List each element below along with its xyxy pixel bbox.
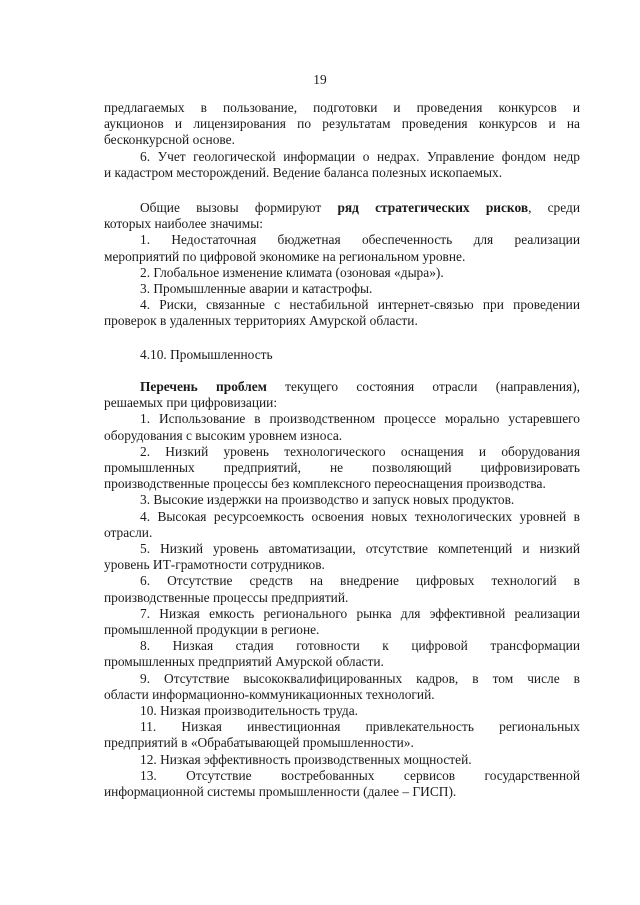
strategic-risks-section xyxy=(104,200,580,330)
text-line: предприятий в «Обрабатывающей промышленности». xyxy=(104,735,414,751)
text-line: и кадастром месторождений. Ведение баланса полезных ископаемых. xyxy=(104,164,503,180)
problem-item: 12. Низкая эффективность производственных мощностей. xyxy=(140,751,472,767)
text-line: оборудования с высоким уровнем износа. xyxy=(104,427,343,443)
problem-item: 1. Использование в производственном процессе морально устаревшего xyxy=(140,411,580,427)
text-line: решаемых при цифровизации: xyxy=(104,395,278,411)
text-line: мероприятий по цифровой экономике на региональном уровне. xyxy=(104,248,466,264)
text-line: промышленных предприятий Амурской области. xyxy=(104,654,384,670)
text-line: отрасли. xyxy=(104,524,153,540)
text-span: Общие вызовы формируют xyxy=(140,200,338,215)
text-line: уровень ИТ-грамотности сотрудников. xyxy=(104,557,325,573)
text-line xyxy=(104,379,580,395)
section-heading-block xyxy=(104,347,580,363)
text-line: проверок в удаленных территориях Амурской области. xyxy=(104,313,418,329)
text-line: бесконкурсной основе. xyxy=(104,132,235,148)
problem-item: 11. Низкая инвестиционная привлекательность региональных xyxy=(140,719,580,735)
text-line: 6. Учет геологической информации о недрах. Управление фондом недр xyxy=(140,148,580,164)
problem-item: 4. Высокая ресурсоемкость освоения новых технологических уровней в xyxy=(140,508,580,524)
problem-item: 3. Высокие издержки на производство и запуск новых продуктов. xyxy=(140,492,515,508)
problem-item: 5. Низкий уровень автоматизации, отсутствие компетенций и низкий xyxy=(140,541,580,557)
text-line: информационной системы промышленности (далее – ГИСП). xyxy=(104,784,457,800)
text-line: предлагаемых в пользование, подготовки и проведения конкурсов и xyxy=(104,100,580,115)
text-line: области информационно-коммуникационных технологий. xyxy=(104,686,435,702)
problem-item: 8. Низкая стадия готовности к цифровой трансформации xyxy=(140,638,580,654)
subsoil-continuation xyxy=(104,100,580,181)
problem-item: 2. Низкий уровень технологического оснащения и оборудования xyxy=(140,443,580,459)
section-heading: 4.10. Промышленность xyxy=(140,347,273,362)
text-span: , среди xyxy=(528,200,580,215)
text-line: производственные процессы предприятий. xyxy=(104,589,349,605)
text-line: промышленной продукции в регионе. xyxy=(104,622,320,638)
problem-item: 6. Отсутствие средств на внедрение цифровых технологий в xyxy=(140,573,580,589)
text-line xyxy=(104,200,580,216)
risk-item: 3. Промышленные аварии и катастрофы. xyxy=(140,281,373,297)
text-line: промышленных предприятий, не позволяющий цифровизировать xyxy=(104,460,580,476)
page-number: 19 xyxy=(313,72,327,87)
problem-item: 7. Низкая емкость регионального рынка для эффективной реализации xyxy=(140,605,580,621)
text-span: текущего состояния отрасли (направления), xyxy=(266,379,580,394)
risk-item: 1. Недостаточная бюджетная обеспеченность для реализации xyxy=(140,232,580,248)
problem-item: 13. Отсутствие востребованных сервисов государственной xyxy=(140,767,580,783)
problem-item: 9. Отсутствие высококвалифицированных кадров, в том числе в xyxy=(140,670,580,686)
problems-section xyxy=(104,379,580,800)
risk-item: 4. Риски, связанные с нестабильной интернет-связью при проведении xyxy=(140,297,580,313)
text-line: производственные процессы без комплексного переоснащения производства. xyxy=(104,476,546,492)
problem-item: 10. Низкая производительность труда. xyxy=(140,703,359,719)
risk-item: 2. Глобальное изменение климата (озоновая «дыра»). xyxy=(140,264,444,280)
text-line: аукционов и лицензирования по результатам проведения конкурсов и на xyxy=(104,116,580,132)
text-line: которых наиболее значимы: xyxy=(104,216,263,232)
problems-bold: Перечень проблем xyxy=(140,379,267,394)
strategic-risks-bold: ряд стратегических рисков xyxy=(337,200,529,215)
